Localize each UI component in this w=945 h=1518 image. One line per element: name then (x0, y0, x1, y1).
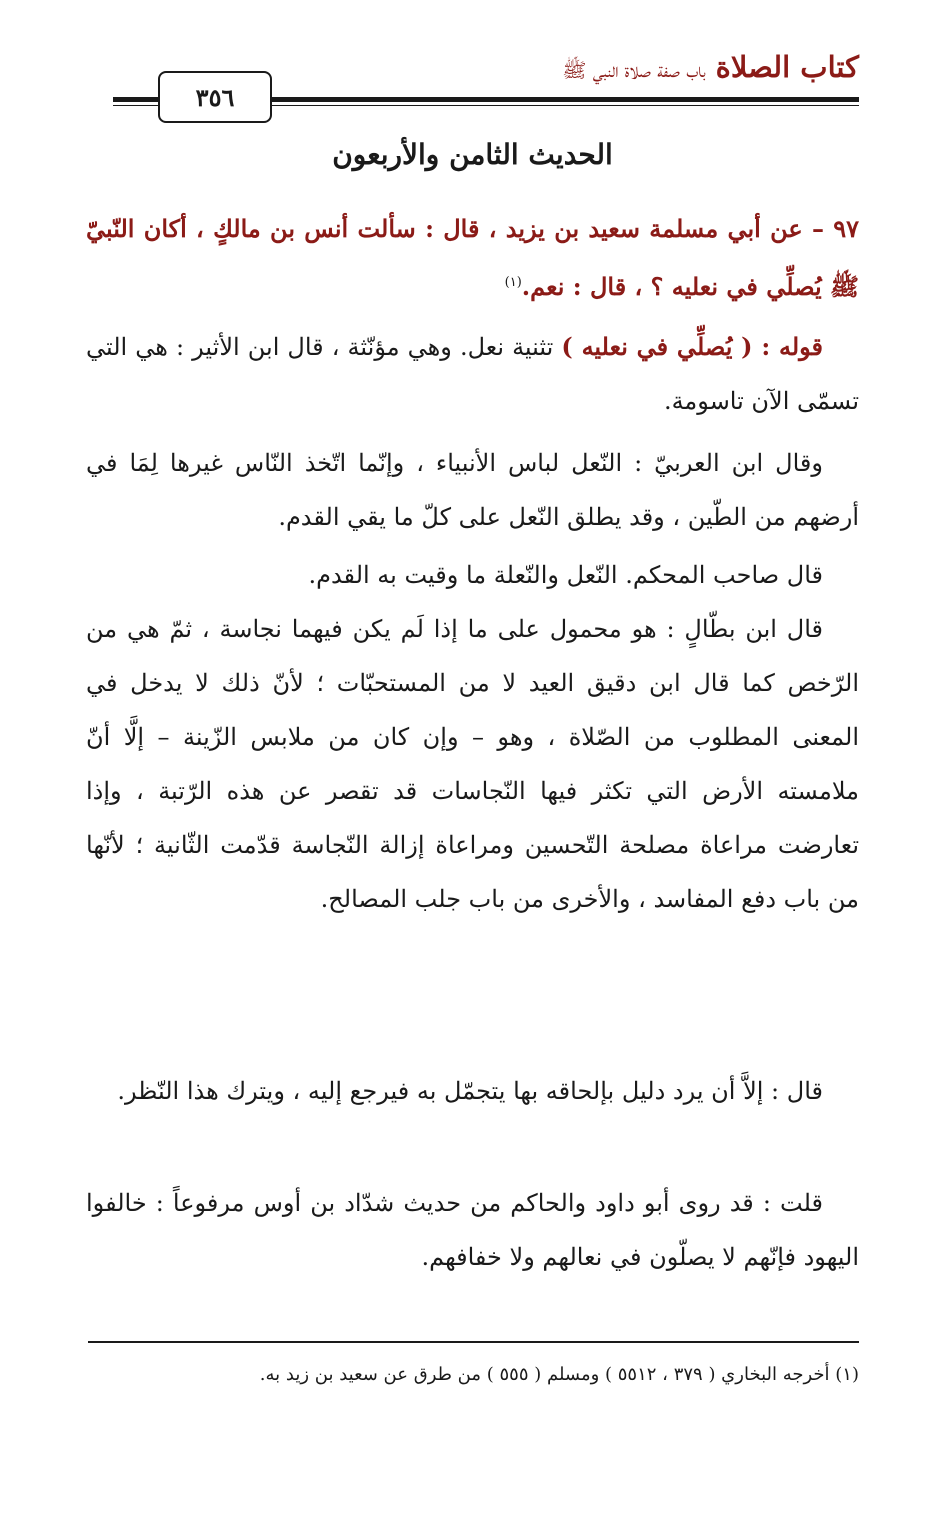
section-heading: الحديث الثامن والأربعون (332, 138, 613, 171)
running-header (562, 50, 859, 90)
hadith-text (86, 202, 859, 314)
footnote-text: (١) أخرجه البخاري ( ٣٧٩ ، ٥٥١٢ ) ومسلم ( ٥٥٥ ) من طرق عن سعيد بن زيد به. (259, 1364, 859, 1385)
footnote-divider (88, 1341, 859, 1343)
header-rule-right (269, 97, 859, 102)
book-title: كتاب الصلاة (715, 50, 859, 84)
paragraph-1-label: قوله : ( يُصلِّي في نعليه ) (561, 332, 824, 361)
chapter-title: باب صفة صلاة النبي ﷺ (562, 58, 706, 82)
paragraph-4: قال ابن بطّالٍ : هو محمول على ما إذا لَم يكن فيهما نجاسة ، ثمّ هي من الرّخص كما قال ابن دقيق العيد لا من المستحبّات ؛ لأنّ ذلك لا يدخل في المعنى المطلوب من الصّلاة ، وهو – وإن كان من ملابس الزّينة – إلَّا أنّ ملامسته الأرض التي تكثر فيها النّجاسات قد تقصر عن هذه الرّتبة ، وإذا تعارضت مراعاة مصلحة التّحسين ومراعاة إزالة النّجاسة قدّمت الثّانية ؛ لأنّها من باب دفع المفاسد ، والأخرى من باب جلب المصالح. (86, 615, 859, 913)
paragraph-3: قال صاحب المحكم. النّعل والنّعلة ما وقيت به القدم. (308, 561, 823, 589)
paragraph-2: وقال ابن العربيّ : النّعل لباس الأنبياء ، وإنّما اتّخذ النّاس غيرها لِمَا في أرضهم من الطّين ، وقد يطلق النّعل على كلّ ما يقي القدم. (86, 449, 859, 531)
paragraph-6: قلت : قد روى أبو داود والحاكم من حديث شدّاد بن أوس مرفوعاً : خالفوا اليهود فإنّهم لا يصلّون في نعالهم ولا خفافهم. (86, 1189, 859, 1271)
header-rule-left (113, 97, 159, 102)
page-number: ٣٥٦ (158, 71, 272, 123)
paragraph-1 (86, 320, 859, 428)
paragraph-1-text: تثنية نعل. وهي مؤنّثة ، قال ابن الأثير : هي التي تسمّى الآن تاسومة. (86, 333, 859, 415)
hadith-body: ٩٧ – عن أبي مسلمة سعيد بن يزيد ، قال : سألت أنس بن مالكٍ ، أكان النّبيّ ﷺ يُصلِّي في نعليه ؟ ، قال : نعم. (86, 214, 859, 301)
footnote-marker: (١) (504, 275, 522, 290)
paragraph-5: قال : إلاَّ أن يرد دليل بإلحاقه بها يتجمّل به فيرجع إليه ، ويترك هذا النّظر. (117, 1077, 823, 1105)
